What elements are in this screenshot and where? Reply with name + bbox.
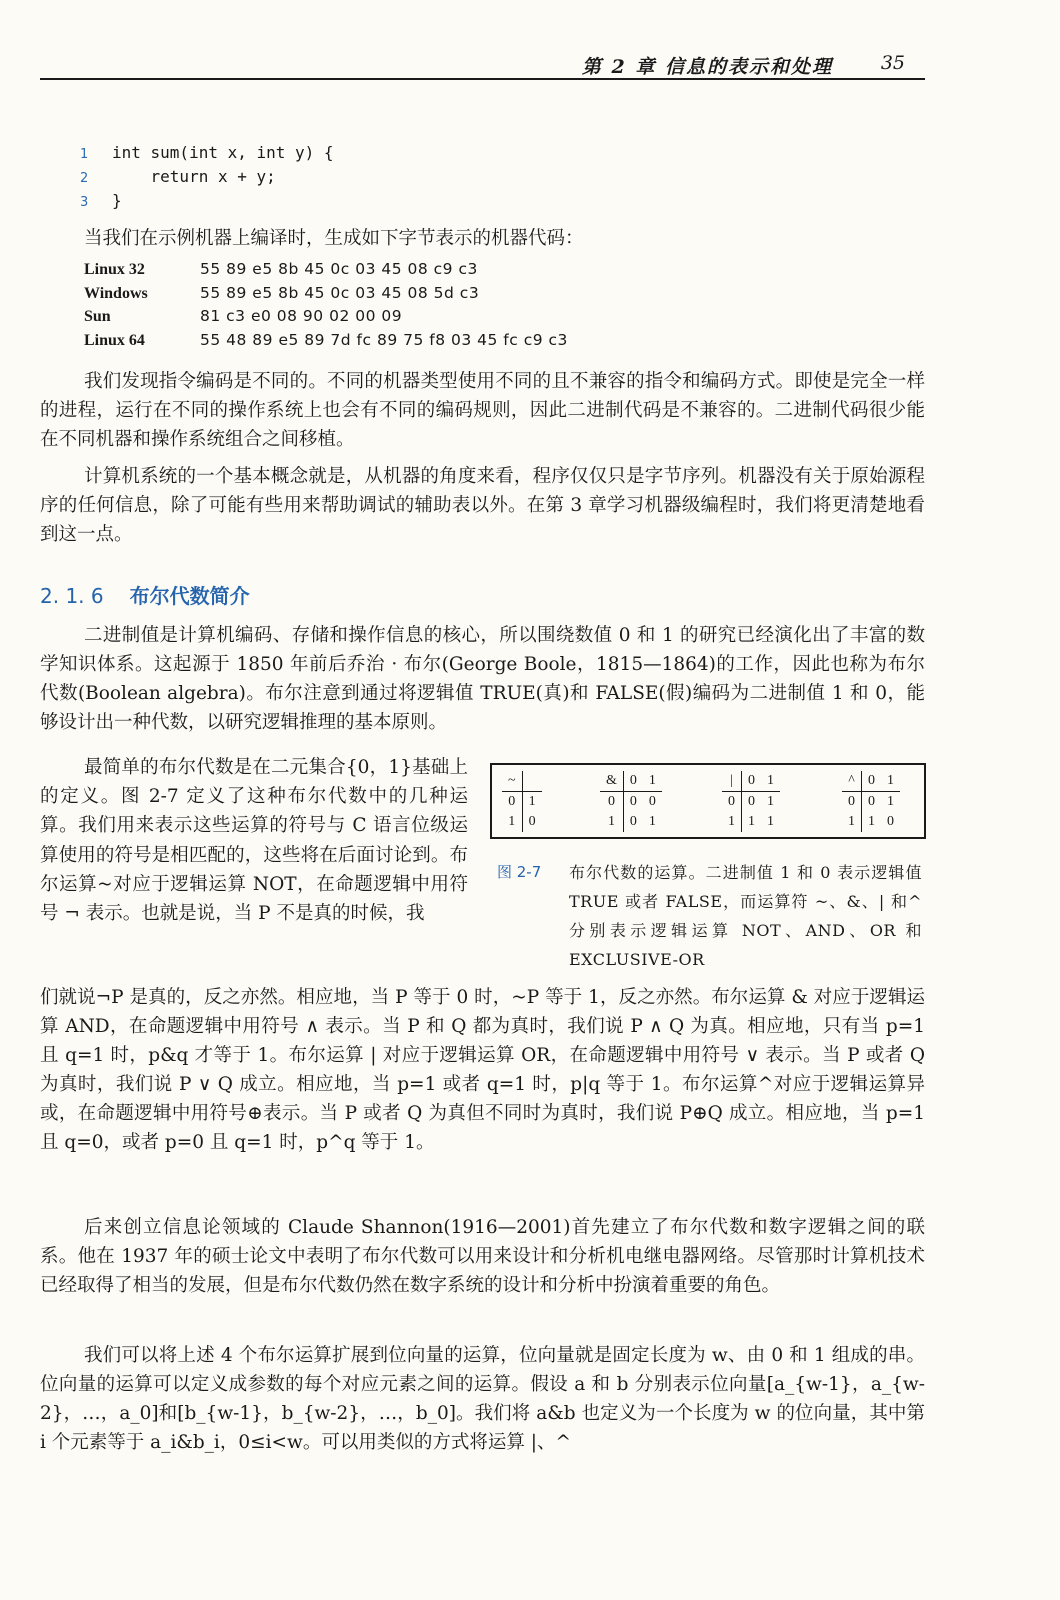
table-cell: 0 [868, 794, 875, 809]
table-cell: 0 [742, 771, 762, 792]
line-number: 3 [80, 195, 89, 210]
machine-code-table [84, 258, 568, 352]
machine-row [84, 329, 568, 353]
table-cell: 0 [600, 792, 623, 813]
machine-name: Windows [84, 284, 148, 302]
table-cell: 0 [502, 792, 522, 813]
machine-row [84, 305, 568, 329]
paragraph: 后来创立信息论领域的 Claude Shannon(1916—2001)首先建立了布尔代数和数字逻辑之间的联系。他在 1937 年的硕士论文中表明了布尔代数可以用来设计和分析机电继电器网络。尽管那时计算机技术已经取得了相当的发展，但是布尔代数仍然在数字系统的设计和分析中扮演着重要的角色。 [40, 1217, 925, 1296]
table-cell: 0 [629, 814, 637, 829]
operator-symbol: & [600, 771, 623, 792]
table-cell: 1 [648, 814, 656, 829]
operator-symbol: | [722, 771, 742, 792]
and-table [600, 771, 662, 832]
code-text: } [112, 191, 122, 210]
machine-bytes: 55 48 89 e5 89 7d fc 89 75 f8 03 45 fc c9 c3 [200, 330, 568, 349]
table-cell: 0 [648, 794, 656, 809]
machine-name: Sun [84, 308, 111, 325]
not-table [502, 771, 542, 832]
machine-bytes: 55 89 e5 8b 45 0c 03 45 08 c9 c3 [200, 260, 478, 278]
table-cell: 1 [528, 794, 536, 809]
table-cell: 0 [842, 792, 862, 813]
table-cell: 0 [722, 792, 742, 813]
or-table [722, 771, 780, 832]
table-cell: 1 [767, 794, 774, 809]
code-text: int sum(int x, int y) { [112, 143, 334, 162]
figure-label: 图 2-7 [497, 863, 542, 881]
paragraph: 我们可以将上述 4 个布尔运算扩展到位向量的运算，位向量就是固定长度为 w、由 0 和 1 组成的串。位向量的运算可以定义成参数的每个对应元素之间的运算。假设 a 和 b 分别表示位向量[a_{w-1}，a_{w-2}，…，a_0]和[b_{w-1}，b_{w-2}，…，b_0]。我们将 a&b 也定义为一个长度为 w 的位向量，其中第 i 个元素等于 a_i&b_i，0≤i<w。可以用类似的方式将运算 |、^ [40, 1345, 925, 1453]
table-cell: 1 [868, 814, 875, 829]
paragraph: 计算机系统的一个基本概念就是，从机器的角度来看，程序仅仅只是字节序列。机器没有关于原始源程序的任何信息，除了可能有些用来帮助调试的辅助表以外。在第 3 章学习机器级编程时，我们将更清楚地看到这一点。 [40, 466, 925, 545]
figure-caption [497, 858, 922, 974]
table-cell: 1 [767, 814, 774, 829]
section-number: 2. 1. 6 [40, 584, 104, 608]
paragraph: 我们发现指令编码是不同的。不同的机器类型使用不同的且不兼容的指令和编码方式。即使是完全一样的进程，运行在不同的操作系统上也会有不同的编码规则，因此二进制代码是不兼容的。二进制代码很少能在不同机器和操作系统组合之间移植。 [40, 371, 925, 450]
code-line [80, 190, 334, 214]
table-cell: 0 [528, 814, 536, 829]
operator-symbol: ~ [502, 771, 522, 792]
machine-bytes: 55 89 e5 8b 45 0c 03 45 08 5d c3 [200, 283, 480, 302]
table-cell: 1 [502, 812, 522, 832]
figure-caption-text: 布尔代数的运算。二进制值 1 和 0 表示逻辑值 TRUE 或者 FALSE，而运算符 ~、&、| 和^分别表示逻辑运算 NOT、AND、OR 和 EXCLUSIVE-OR [569, 863, 922, 969]
machine-row [84, 258, 568, 282]
table-cell: 1 [748, 814, 755, 829]
operator-symbol: ^ [842, 771, 862, 792]
chapter-title: 第 2 章 信息的表示和处理 [581, 56, 833, 78]
table-cell: 0 [629, 794, 637, 809]
running-header [40, 52, 925, 80]
paragraph: 二进制值是计算机编码、存储和操作信息的核心，所以围绕数值 0 和 1 的研究已经演化出了丰富的数学知识体系。这起源于 1850 年前后乔治 · 布尔(George Boole，1815—1864)的工作，因此也称为布尔代数(Boolean algebra)。布尔注意到通过将逻辑值 TRUE(真)和 FALSE(假)编码为二进制值 1 和 0，能够设计出一种代数，以研究逻辑推理的基本原则。 [40, 625, 925, 733]
section-title: 布尔代数简介 [129, 584, 250, 608]
table-cell: 1 [887, 794, 894, 809]
boolean-operations-figure [490, 763, 926, 839]
table-cell: 1 [761, 771, 780, 792]
code-text: return x + y; [112, 167, 276, 186]
table-cell: 1 [722, 812, 742, 832]
section-heading [40, 580, 250, 609]
machine-name: Linux 64 [84, 331, 145, 349]
code-listing [80, 142, 334, 214]
xor-table [842, 771, 900, 832]
page-number: 35 [880, 52, 905, 74]
line-number: 2 [80, 171, 89, 186]
code-line [80, 142, 334, 166]
intro-line: 当我们在示例机器上编译时，生成如下字节表示的机器代码： [84, 228, 584, 249]
table-cell: 1 [842, 812, 862, 832]
table-cell: 0 [748, 794, 755, 809]
machine-row [84, 282, 568, 306]
table-cell: 1 [643, 771, 662, 792]
table-cell: 1 [600, 812, 623, 832]
paragraph-continued: 们就说¬P 是真的，反之亦然。相应地，当 P 等于 0 时，~P 等于 1，反之亦然。布尔运算 & 对应于逻辑运算 AND，在命题逻辑中用符号 ∧ 表示。当 P 和 Q 都为真时，我们说 P ∧ Q 为真。相应地，只有当 p=1 且 q=1 时，p&q 才等于 1。布尔运算 | 对应于逻辑运算 OR，在命题逻辑中用符号 ∨ 表示。当 P 或者 Q 为真时，我们说 P ∨ Q 成立。相应地，当 p=1 或者 q=1 时，p|q 等于 1。布尔运算^对应于逻辑运算异或，在命题逻辑中用符号⊕表示。当 P 或者 Q 为真但不同时为真时，我们说 P⊕Q 成立。相应地，当 p=1 且 q=0，或者 p=0 且 q=1 时，p^q 等于 1。 [40, 987, 925, 1153]
table-cell: 0 [887, 814, 894, 829]
machine-name: Linux 32 [84, 261, 145, 278]
table-cell: 1 [881, 771, 900, 792]
line-number: 1 [80, 147, 89, 162]
paragraph-wrapped: 最简单的布尔代数是在二元集合{0，1}基础上的定义。图 2-7 定义了这种布尔代数中的几种运算。我们用来表示这些运算的符号与 C 语言位级运算使用的符号是相匹配的，这些将在后面讨论到。布尔运算~对应于逻辑运算 NOT，在命题逻辑中用符号 ¬ 表示。也就是说，当 P 不是真的时候，我 [40, 757, 468, 925]
machine-bytes: 81 c3 e0 08 90 02 00 09 [200, 307, 403, 325]
code-line [80, 166, 334, 190]
table-cell: 0 [862, 771, 882, 792]
table-cell: 0 [623, 771, 643, 792]
